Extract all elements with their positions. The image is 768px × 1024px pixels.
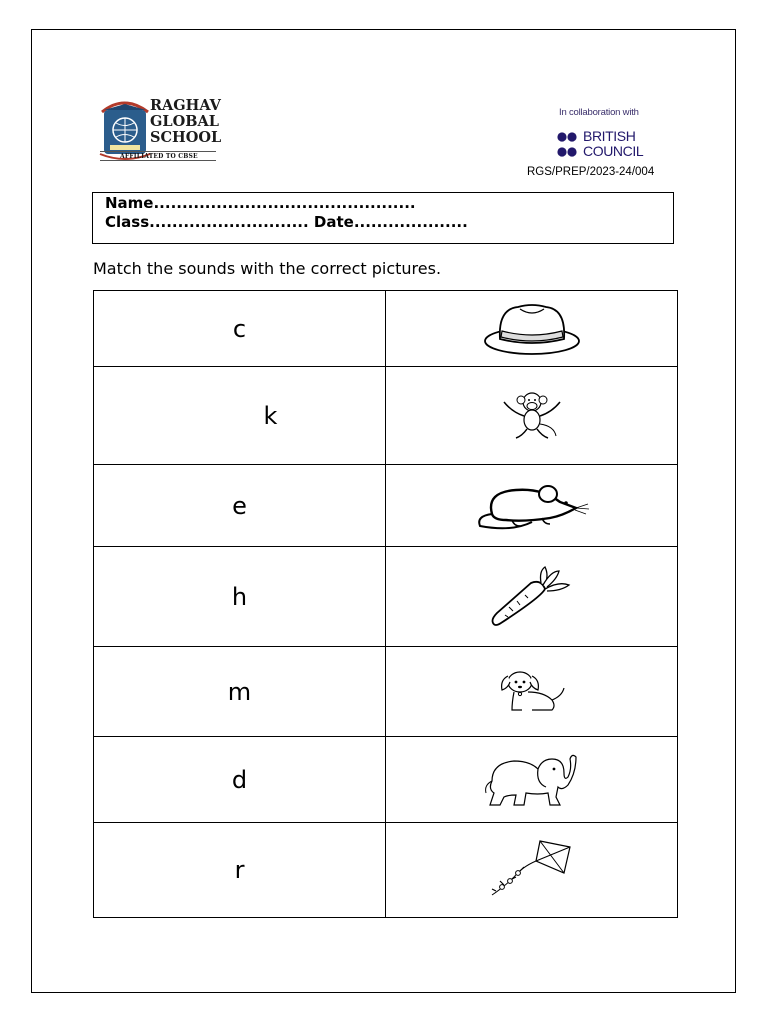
partner-name: BRITISH COUNCIL — [583, 128, 644, 159]
sound-letter: m — [227, 677, 252, 706]
sound-cell[interactable] — [94, 823, 386, 918]
sound-cell[interactable] — [94, 465, 386, 547]
british-council-dots-icon — [557, 130, 577, 160]
name-field[interactable]: Name.............................................. — [105, 194, 416, 212]
hat-icon — [482, 299, 582, 359]
picture-cell[interactable] — [386, 737, 678, 823]
picture-cell[interactable] — [386, 465, 678, 547]
sound-letter: d — [231, 765, 248, 794]
carrot-icon — [487, 565, 577, 629]
picture-cell[interactable] — [386, 367, 678, 465]
table-row — [94, 547, 678, 647]
mouse-icon — [472, 478, 592, 534]
elephant-icon — [480, 747, 584, 813]
sound-cell[interactable] — [94, 647, 386, 737]
school-name: RAGHAV GLOBAL SCHOOL — [150, 97, 222, 146]
class-date-field[interactable]: Class............................ Date.................... — [105, 213, 468, 231]
sound-cell[interactable] — [94, 547, 386, 647]
sound-letter: r — [234, 856, 245, 884]
student-details-box[interactable] — [92, 192, 674, 244]
picture-cell[interactable] — [386, 823, 678, 918]
puppy-icon — [492, 666, 572, 718]
document-code: RGS/PREP/2023-24/004 — [527, 166, 655, 178]
monkey-icon — [492, 388, 572, 444]
sound-cell[interactable] — [94, 737, 386, 823]
table-row — [94, 465, 678, 547]
picture-cell[interactable] — [386, 547, 678, 647]
table-row — [94, 367, 678, 465]
instruction-text: Match the sounds with the correct pictures. — [93, 259, 442, 278]
picture-cell[interactable] — [386, 291, 678, 367]
affiliation-rule-bottom — [100, 160, 216, 161]
matching-table — [93, 290, 678, 918]
sound-cell[interactable] — [94, 367, 386, 465]
table-row — [94, 823, 678, 918]
table-row — [94, 737, 678, 823]
picture-cell[interactable] — [386, 647, 678, 737]
table-row — [94, 647, 678, 737]
kite-icon — [484, 837, 580, 903]
collaboration-text: In collaboration with — [559, 107, 639, 118]
sound-letter: c — [232, 314, 247, 343]
affiliation-rule-top — [100, 151, 216, 152]
sound-letter: e — [232, 491, 247, 520]
table-row — [94, 291, 678, 367]
sound-cell[interactable] — [94, 291, 386, 367]
affiliation-text: AFFILIATED TO CBSE — [120, 153, 198, 160]
sound-letter: h — [231, 582, 248, 611]
sound-letter: k — [263, 401, 278, 430]
